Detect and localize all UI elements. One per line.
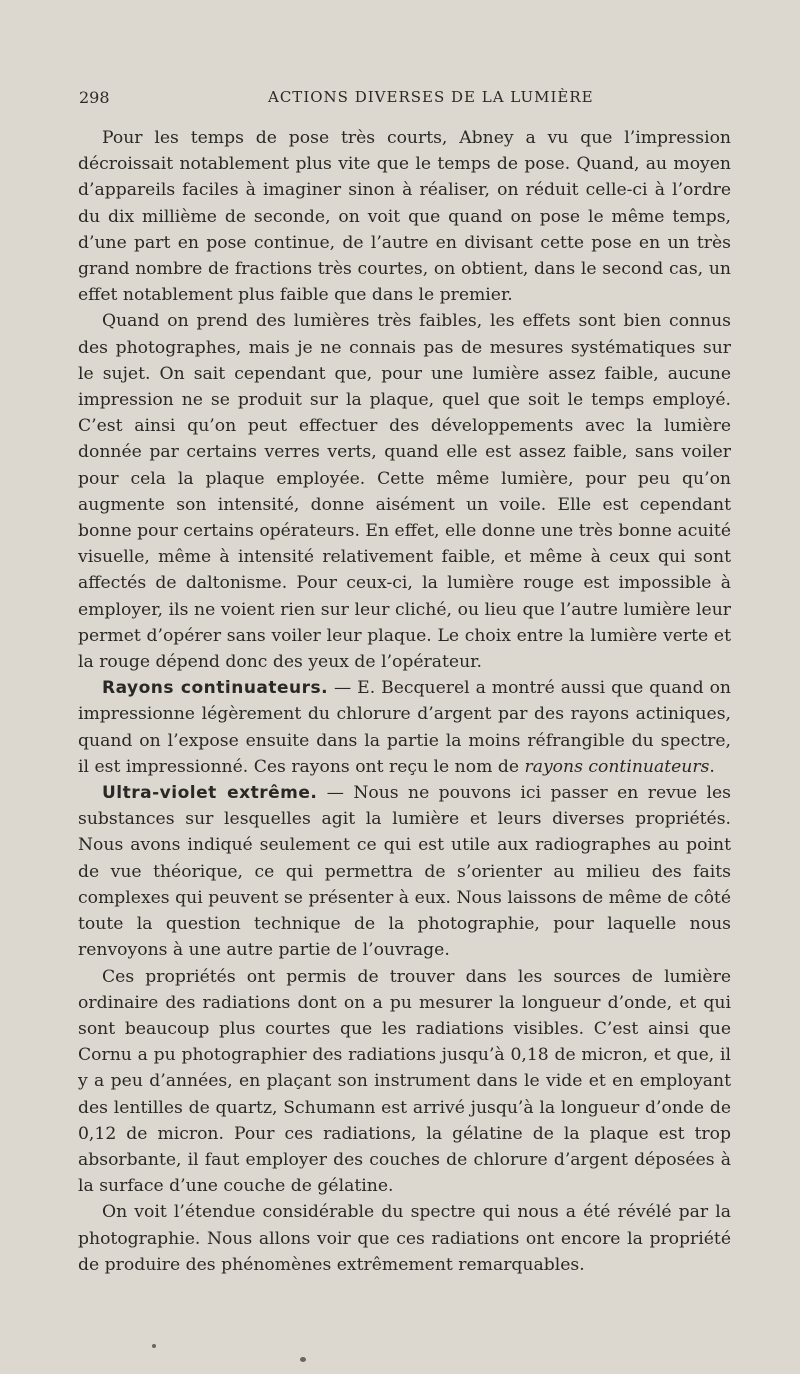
paragraph <box>78 780 731 963</box>
running-head: ACTIONS DIVERSES DE LA LUMIÈRE <box>268 88 594 106</box>
paper-speck <box>300 1357 306 1362</box>
paragraph-text: — Nous ne pouvons ici passer en revue les substances sur lesquelles agit la lumière et leurs diverses propriétés. Nous avons indiqué seulement ce qui est utile aux radiographes au point de vue théorique, ce qui permettra de s’orienter au milieu des faits complexes qui peuvent se présenter à eux. Nous laissons de même de côté toute la question technique de la photographie, pour laquelle nous renvoyons à une autre partie de l’ouvrage. <box>78 783 731 961</box>
page-header <box>79 88 730 112</box>
paragraph-text: On voit l’étendue considérable du spectre qui nous a été révélé par la photographie. Nous allons voir que ces radiations ont encore la propriété de produire des phénomènes extrêmement remarquables. <box>78 1202 731 1275</box>
paragraph <box>78 964 731 1200</box>
body-text <box>78 125 731 1278</box>
section-title-ultra-violet-extreme: Ultra-violet extrême. <box>102 783 318 804</box>
italic-term: rayons continuateurs <box>524 756 710 777</box>
section-title-rayons-continuateurs: Rayons continuateurs. <box>102 678 329 699</box>
paragraph <box>78 1199 731 1278</box>
page-number: 298 <box>79 88 110 107</box>
paragraph-text-end: . <box>709 756 715 777</box>
paragraph-text: — E. Becquerel a montré aussi que quand on impressionne légèrement du chlorure d’argent par des rayons actiniques, quand on l’expose ensuite dans la partie la moins réfrangible du spectre, il est impressionné. Ces rayons ont reçu le nom de <box>78 678 732 777</box>
paragraph <box>78 308 731 675</box>
paragraph-text: Ces propriétés ont permis de trouver dans les sources de lumière ordinaire des radiations dont on a pu mesurer la longueur d’onde, et qui sont beaucoup plus courtes que les radiations visibles. C’est ainsi que Cornu a pu photographier des radiations jusqu’à 0,18 de micron, et que, il y a peu d’années, en plaçant son instrument dans le vide et en employant des lentilles de quartz, Schumann est arrivé jusqu’à la longueur d’onde de 0,12 de micron. Pour ces radiations, la gélatine de la plaque est trop absorbante, il faut employer des couches de chlorure d’argent déposées à la surface d’une couche de gélatine. <box>78 966 731 1197</box>
paragraph-text: Quand on prend des lumières très faibles, les effets sont bien connus des photographes, mais je ne connais pas de mesures systématiques sur le sujet. On sait cependant que, pour une lumière assez faible, aucune impression ne se produit sur la plaque, quel que soit le temps employé. C’est ainsi qu’on peut effectuer des développements avec la lumière donnée par certains verres verts, quand elle est assez faible, sans voiler pour cela la plaque employée. Cette même lumière, pour peu qu’on augmente son intensité, donne aisément un voile. Elle est cependant bonne pour certains opérateurs. En effet, elle donne une très bonne acuité visuelle, même à intensité relativement faible, et même à ceux qui sont affectés de daltonisme. Pour ceux-ci, la lumière rouge est impossible à employer, ils ne voient rien sur leur cliché, ou lieu que l’autre lumière leur permet d’opérer sans voiler leur plaque. Le choix entre la lumière verte et la rouge dépend donc des yeux de l’opérateur. <box>78 311 731 673</box>
paper-speck <box>152 1344 156 1348</box>
paragraph <box>78 675 731 780</box>
paragraph <box>78 125 731 308</box>
paragraph-text: Pour les temps de pose très courts, Abney a vu que l’impression décroissait notablement plus vite que le temps de pose. Quand, au moyen d’appareils faciles à imaginer sinon à réaliser, on réduit celle-ci à l’ordre du dix millième de seconde, on voit que quand on pose le même temps, d’une part en pose continue, de l’autre en divisant cette pose en un très grand nombre de fractions très courtes, on obtient, dans le second cas, un effet notablement plus faible que dans le premier. <box>78 128 731 306</box>
